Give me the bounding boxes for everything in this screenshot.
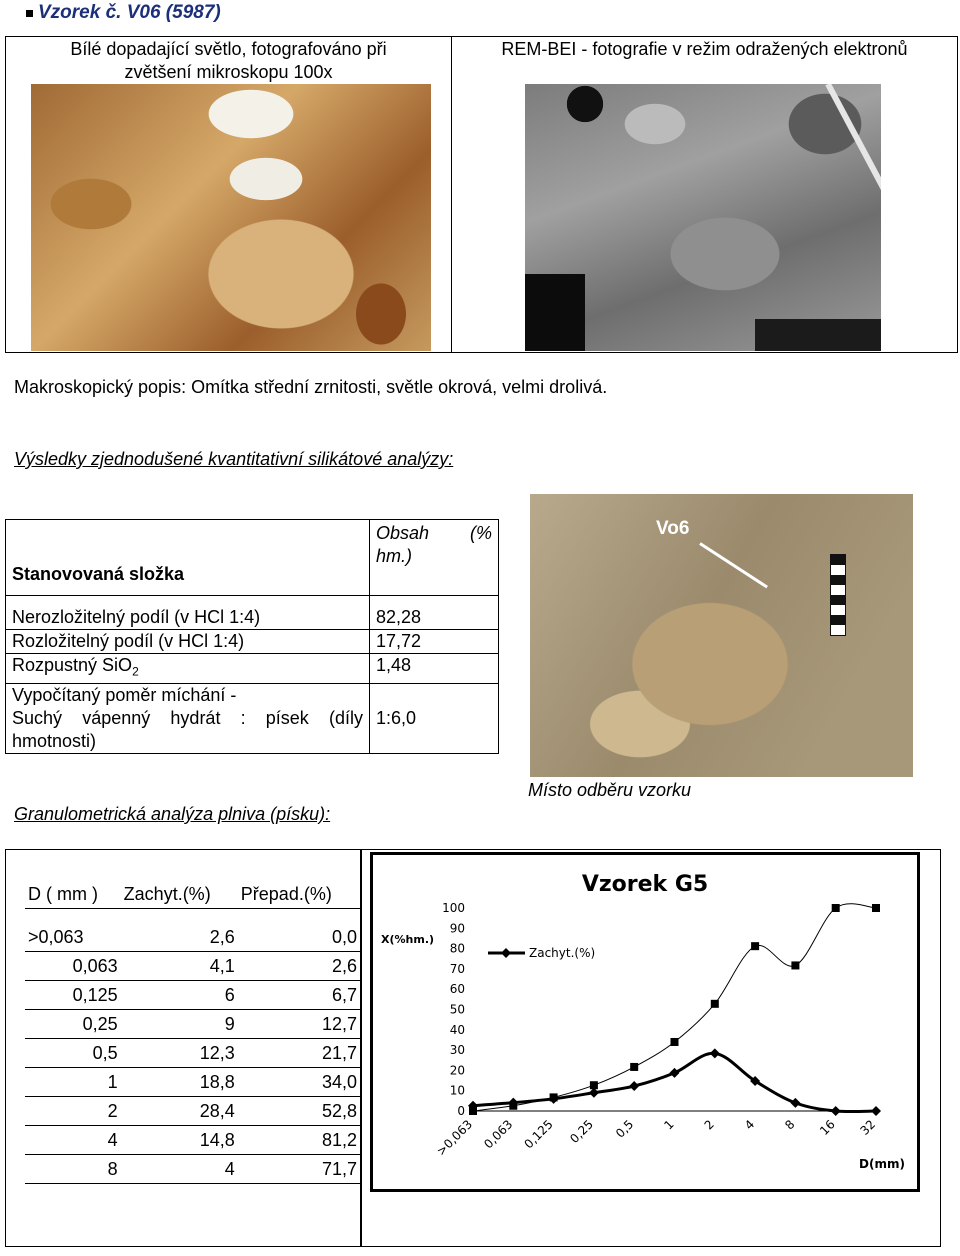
cell-retained: 2,6 xyxy=(121,923,238,952)
cell-passed: 34,0 xyxy=(238,1068,360,1097)
cell-passed: 0,0 xyxy=(238,923,360,952)
cell-d: 1 xyxy=(25,1068,121,1097)
x-axis-label: D(mm) xyxy=(859,1157,905,1171)
cell-retained: 14,8 xyxy=(121,1126,238,1155)
y-tick-label: 80 xyxy=(449,941,465,956)
series-point-retained xyxy=(710,1048,720,1058)
series-point-passed xyxy=(751,942,759,950)
table-row xyxy=(25,981,360,1010)
cell-retained: 4 xyxy=(121,1155,238,1184)
arrow-icon xyxy=(699,542,768,588)
cell-passed: 71,7 xyxy=(238,1155,360,1184)
header-content: Obsah (% hm.) xyxy=(370,520,499,596)
series-point-retained xyxy=(589,1088,599,1098)
x-tick-label: 0,063 xyxy=(481,1117,516,1152)
series-line-retained xyxy=(473,1053,876,1111)
y-tick-label: 30 xyxy=(449,1043,465,1058)
x-tick-label: 2 xyxy=(701,1117,717,1133)
x-tick-label: 16 xyxy=(817,1117,838,1138)
series-point-passed xyxy=(671,1038,679,1046)
cell-retained: 4,1 xyxy=(121,952,238,981)
series-point-retained xyxy=(790,1098,800,1108)
cell-d: >0,063 xyxy=(25,923,121,952)
results-heading: Výsledky zjednodušené kvantitativní silikátové analýzy: xyxy=(14,449,454,469)
cell-passed: 52,8 xyxy=(238,1097,360,1126)
cell-passed: 81,2 xyxy=(238,1126,360,1155)
cell-d: 8 xyxy=(25,1155,121,1184)
y-tick-label: 10 xyxy=(449,1083,465,1098)
x-tick-label: >0,063 xyxy=(433,1117,476,1159)
y-tick-label: 100 xyxy=(442,901,465,915)
sieve-chart-svg xyxy=(373,855,917,1189)
table-row xyxy=(25,923,360,952)
series-point-retained xyxy=(831,1106,841,1116)
x-tick-label: 4 xyxy=(741,1117,758,1133)
y-tick-label: 90 xyxy=(449,921,465,936)
x-tick-label: 1 xyxy=(661,1117,677,1133)
chart-title: Vzorek G5 xyxy=(581,872,709,897)
granulometry-heading: Granulometrická analýza plniva (písku): xyxy=(14,804,331,824)
series-point-retained xyxy=(629,1081,639,1091)
header-component: Stanovovaná složka xyxy=(6,520,370,596)
series-line-passed xyxy=(473,904,876,1111)
y-axis-label: X(%hm.) xyxy=(381,933,435,946)
sem-photo xyxy=(525,84,881,351)
table-row: Rozpustný SiO$_2$ 1,48 xyxy=(6,653,499,684)
series-point-passed xyxy=(711,1000,719,1008)
legend-marker xyxy=(501,948,511,958)
x-tick-label: 0,25 xyxy=(567,1117,597,1147)
cell-d: 2 xyxy=(25,1097,121,1126)
sampling-site-photo xyxy=(530,494,913,777)
series-point-passed xyxy=(872,904,880,912)
scale-bar-icon xyxy=(830,554,846,636)
site-caption: Místo odběru vzorku xyxy=(528,780,692,800)
table-row: Nerozložitelný podíl (v HCl 1:4) 82,28 xyxy=(6,606,499,630)
cell-d: 4 xyxy=(25,1126,121,1155)
cell-passed: 21,7 xyxy=(238,1039,360,1068)
cell-d: 0,063 xyxy=(25,952,121,981)
sample-title: Vzorek č. V06 (5987) xyxy=(38,2,221,23)
microscope-photo xyxy=(31,84,431,351)
silicate-analysis-table xyxy=(5,519,499,754)
cell-passed: 12,7 xyxy=(238,1010,360,1039)
sieve-chart xyxy=(370,852,920,1192)
cell-retained: 28,4 xyxy=(121,1097,238,1126)
site-label: Vo6 xyxy=(656,518,690,539)
photo-table xyxy=(5,36,958,353)
legend-label: Zachyt.(%) xyxy=(529,946,596,960)
cell-d: 0,25 xyxy=(25,1010,121,1039)
cell-retained: 12,3 xyxy=(121,1039,238,1068)
microscope-caption: Bílé dopadající světlo, fotografováno při zvětšení mikroskopu 100x xyxy=(70,39,387,82)
header-passed: Přepad.(%) xyxy=(238,880,360,909)
cell-retained: 6 xyxy=(121,981,238,1010)
header-d: D ( mm ) xyxy=(25,880,121,909)
cell-passed: 6,7 xyxy=(238,981,360,1010)
table-row xyxy=(25,1039,360,1068)
table-row xyxy=(25,1097,360,1126)
table-row xyxy=(25,1010,360,1039)
table-row xyxy=(25,1126,360,1155)
x-tick-label: 0,125 xyxy=(521,1117,556,1152)
cell-d: 0,125 xyxy=(25,981,121,1010)
header-retained: Zachyt.(%) xyxy=(121,880,238,909)
y-tick-label: 50 xyxy=(449,1002,465,1017)
bullet-icon xyxy=(26,10,33,17)
table-row: Vypočítaný poměr míchání - Suchý vápenný hydrát : písek (díly hmotnosti) 1:6,0 xyxy=(6,684,499,754)
table-row: Rozložitelný podíl (v HCl 1:4) 17,72 xyxy=(6,629,499,653)
y-tick-label: 0 xyxy=(457,1104,465,1118)
series-point-passed xyxy=(791,961,799,969)
cell-retained: 9 xyxy=(121,1010,238,1039)
x-tick-label: 8 xyxy=(782,1117,798,1133)
cell-retained: 18,8 xyxy=(121,1068,238,1097)
cell-passed: 2,6 xyxy=(238,952,360,981)
cell-d: 0,5 xyxy=(25,1039,121,1068)
series-point-retained xyxy=(670,1068,680,1078)
macroscopic-description: Makroskopický popis: Omítka střední zrnitosti, světle okrová, velmi drolivá. xyxy=(14,377,608,397)
table-row xyxy=(25,952,360,981)
x-tick-label: 32 xyxy=(857,1117,879,1138)
y-tick-label: 70 xyxy=(449,961,465,976)
y-tick-label: 60 xyxy=(449,982,465,997)
table-row xyxy=(25,1068,360,1097)
y-tick-label: 20 xyxy=(449,1063,465,1078)
granulometry-table-frame xyxy=(5,849,362,1247)
table-row xyxy=(25,1155,360,1184)
sem-caption: REM-BEI - fotografie v režim odražených elektronů xyxy=(501,39,908,59)
series-point-retained xyxy=(871,1106,881,1116)
granulometry-table xyxy=(25,880,360,1184)
series-point-passed xyxy=(832,904,840,912)
series-point-passed xyxy=(630,1063,638,1071)
x-tick-label: 0,5 xyxy=(612,1117,637,1141)
y-tick-label: 40 xyxy=(449,1022,465,1037)
